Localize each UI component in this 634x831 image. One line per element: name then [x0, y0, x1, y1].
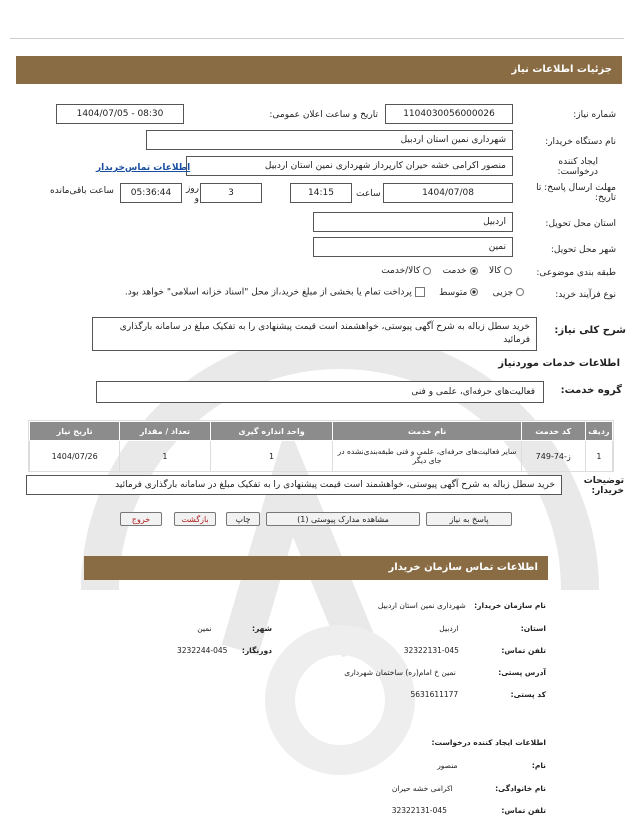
col-name: نام خدمت — [333, 422, 521, 441]
contact-org-row: نام سازمان خریدار: شهرداری نمین استان اردبیل — [377, 601, 546, 610]
radio-icon — [504, 267, 512, 275]
creator-field: منصور اکرامی خشه حیران کارپرداز شهرداری نمین استان اردبیل — [186, 156, 513, 176]
services-table-wrapper — [28, 420, 614, 472]
attachments-button[interactable]: مشاهده مدارک پیوستی (1) — [266, 512, 420, 526]
table-header-row — [30, 422, 613, 441]
contact-city-row: شهر: نمین — [197, 624, 272, 633]
process-label: نوع فرآیند خرید: — [555, 290, 616, 300]
cell-name: سایر فعالیت‌های حرفه‌ای، علمی و فنی طبقه‌بندی‌نشده در جای دیگر — [333, 441, 521, 472]
process-radio-medium[interactable]: متوسط — [439, 288, 478, 298]
payment-note: پرداخت تمام یا بخشی از مبلغ خرید،از محل "اسناد خزانه اسلامی" خواهد بود. — [124, 287, 412, 298]
buyer-notes-field: خرید سطل زباله به شرح آگهی پیوستی، خواهشمند است قیمت پیشنهادی را به تفکیک مبلغ در سامانه بارگذاری فرمائید — [26, 475, 562, 495]
col-date: تاریخ نیاز — [30, 422, 120, 441]
radio-selected-icon — [470, 267, 478, 275]
buyer-notes-label: توضیحات خریدار: — [583, 476, 624, 496]
creator-info-title: اطلاعات ایجاد کننده درخواست: — [431, 738, 546, 747]
col-qty: تعداد / مقدار — [120, 422, 210, 441]
print-button[interactable]: چاپ — [226, 512, 260, 526]
cell-row: 1 — [585, 441, 612, 472]
days-field: 3 — [200, 183, 262, 203]
creator-name-row: نام: منصور — [437, 761, 546, 770]
need-number-field: 1104030056000026 — [385, 104, 513, 124]
province-field: اردبیل — [313, 212, 513, 232]
radio-selected-icon — [470, 288, 478, 296]
deadline-date-field: 1404/07/08 — [383, 183, 513, 203]
col-row: ردیف — [585, 422, 612, 441]
announce-field: 1404/07/05 - 08:30 — [56, 104, 184, 124]
services-title: اطلاعات خدمات موردنیاز — [498, 358, 620, 369]
services-table — [29, 421, 613, 472]
contact-header — [84, 556, 548, 580]
treasury-checkbox[interactable] — [415, 287, 425, 297]
remaining-label: ساعت باقی‌مانده — [50, 186, 114, 196]
city-label: شهر محل تحویل: — [550, 245, 616, 255]
category-radio-service[interactable]: خدمت — [443, 266, 478, 276]
col-unit: واحد اندازه گیری — [210, 422, 333, 441]
creator-label: ایجاد کننده درخواست: — [557, 157, 598, 177]
creator-family-row: نام خانوادگی: اکرامی خشه حیران — [391, 784, 546, 793]
process-radio-minor[interactable]: جزیی — [493, 288, 524, 298]
table-row — [30, 441, 613, 472]
contact-title: اطلاعات تماس سازمان خریدار — [388, 562, 538, 573]
deadline-time-field: 14:15 — [290, 183, 352, 203]
contact-province-row: استان: اردبیل — [439, 624, 546, 633]
cell-qty: 1 — [120, 441, 210, 472]
contact-info-link[interactable]: اطلاعات تماس‌خریدار — [96, 163, 191, 173]
contact-fax-row: دورنگار: 045-3232244 — [177, 646, 272, 655]
buyer-label: نام دستگاه خریدار: — [545, 137, 616, 147]
top-divider — [10, 38, 624, 39]
creator-phone-row: تلفن تماس: 045-32322131 — [391, 806, 546, 815]
buyer-field: شهرداری نمین استان اردبیل — [146, 130, 513, 150]
process-options — [125, 287, 524, 298]
remaining-time-field: 05:36:44 — [120, 183, 182, 203]
category-radio-both[interactable]: کالا/خدمت — [381, 266, 431, 276]
contact-postal-row: کد پستی: 5631611177 — [410, 690, 546, 699]
back-button[interactable]: بازگشت — [174, 512, 216, 526]
need-number-label: شماره نیاز: — [573, 110, 616, 120]
days-label: روز و — [185, 184, 199, 204]
general-desc-field: خرید سطل زباله به شرح آگهی پیوستی، خواهشمند است قیمت پیشنهادی را به تفکیک مبلغ در سامانه بارگذاری فرمائید — [92, 317, 537, 351]
category-options — [381, 266, 512, 276]
exit-button[interactable]: خروج — [120, 512, 162, 526]
reply-button[interactable]: پاسخ به نیاز — [426, 512, 512, 526]
service-group-field: فعالیت‌های حرفه‌ای، علمی و فنی — [96, 381, 544, 403]
col-code: کد خدمت — [521, 422, 585, 441]
contact-phone-row: تلفن تماس: 045-32322131 — [403, 646, 546, 655]
general-desc-label: شرح کلی نیاز: — [554, 325, 626, 336]
cell-unit: 1 — [210, 441, 333, 472]
panel-title: جزئیات اطلاعات نیاز — [511, 64, 612, 75]
contact-address-row: آدرس پستی: نمین خ امام(ره) ساختمان شهرداری — [344, 668, 546, 677]
time-label: ساعت — [356, 189, 381, 199]
radio-icon — [516, 288, 524, 296]
panel-header — [16, 56, 622, 84]
province-label: استان محل تحویل: — [545, 219, 616, 229]
category-radio-goods[interactable]: کالا — [489, 266, 512, 276]
announce-label: تاریخ و ساعت اعلان عمومی: — [269, 110, 378, 120]
deadline-label: مهلت ارسال پاسخ: تا تاریخ: — [536, 183, 616, 203]
cell-date: 1404/07/26 — [30, 441, 120, 472]
category-label: طبقه بندی موضوعی: — [536, 268, 616, 278]
service-group-label: گروه خدمت: — [560, 385, 622, 396]
radio-icon — [423, 267, 431, 275]
cell-code: ز-74-749 — [521, 441, 585, 472]
city-field: نمین — [313, 237, 513, 257]
